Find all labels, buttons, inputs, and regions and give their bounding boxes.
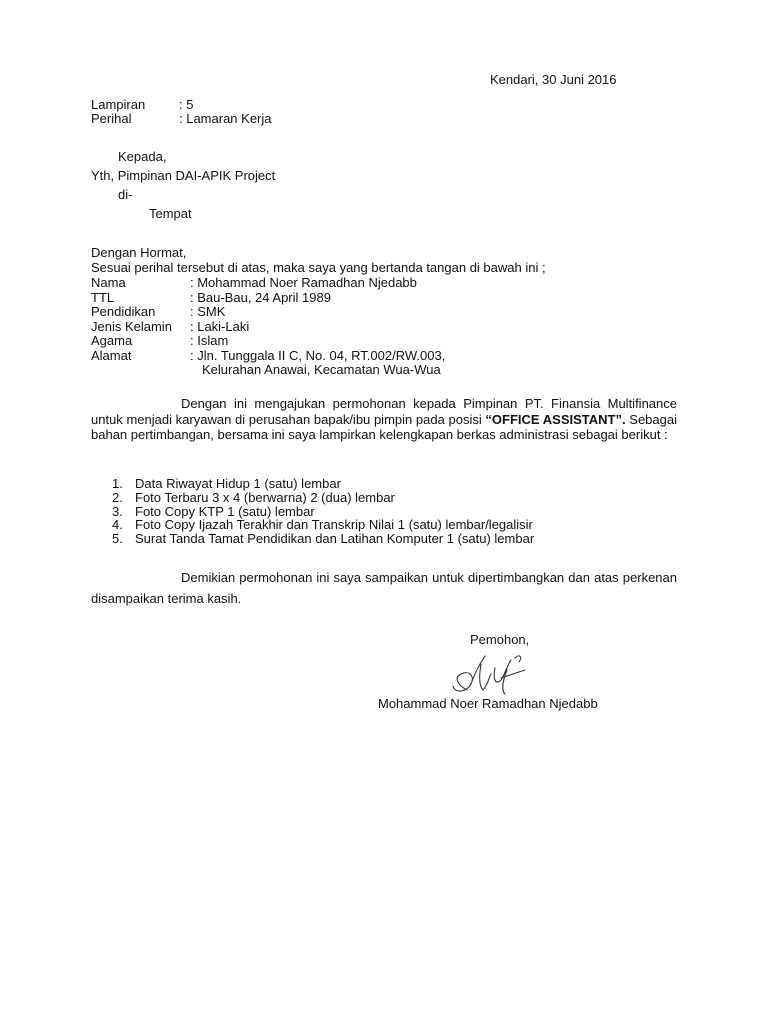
list-item-text: Data Riwayat Hidup 1 (satu) lembar <box>135 476 341 491</box>
recipient-kepada: Kepada, <box>118 149 167 164</box>
identity-value: : Bau-Bau, 24 April 1989 <box>190 289 331 305</box>
greeting: Dengan Hormat, <box>91 245 187 260</box>
list-item-text: Surat Tanda Tamat Pendidikan dan Latihan Komputer 1 (satu) lembar <box>135 531 535 547</box>
list-item-text: Foto Terbaru 3 x 4 (berwarna) 2 (dua) lembar <box>135 489 395 505</box>
list-item <box>112 518 592 532</box>
identity-value: : Mohammad Noer Ramadhan Njedabb <box>190 275 417 290</box>
list-item-number: 5. <box>112 531 123 547</box>
body-paragraph <box>91 396 677 443</box>
list-item <box>112 532 592 546</box>
identity-row-nama <box>91 275 691 290</box>
identity-value: : Jln. Tunggala II C, No. 04, RT.002/RW.003, <box>190 347 446 363</box>
list-item-text: Foto Copy KTP 1 (satu) lembar <box>135 503 315 519</box>
body-text-part1: Dengan ini mengajukan permohonan kepada Pimpinan PT. Finansia Multifinance untuk menjadi karyawan di perusahan bapak/ibu pimpin pada posisi <box>91 396 677 427</box>
identity-value: : Islam <box>190 333 229 348</box>
identity-label: Nama <box>91 275 126 290</box>
identity-value: : SMK <box>190 304 226 319</box>
identity-row-agama <box>91 333 691 348</box>
meta-label: Lampiran <box>91 97 146 112</box>
identity-label: Agama <box>91 333 133 348</box>
identity-row-ttl <box>91 290 691 305</box>
closing-paragraph <box>91 567 677 609</box>
identity-label: Pendidikan <box>91 304 156 319</box>
list-item-number: 3. <box>112 503 123 519</box>
identity-table <box>91 275 591 385</box>
identity-row-alamat-cont <box>91 362 691 377</box>
signer-name: Mohammad Noer Ramadhan Njedabb <box>378 696 598 711</box>
closing-text: Demikian permohonan ini saya sampaikan untuk dipertimbangkan dan atas perkenan disampaikan terima kasih. <box>91 570 677 606</box>
meta-value: : Lamaran Kerja <box>179 111 272 126</box>
list-item-number: 4. <box>112 517 123 533</box>
recipient-name: Yth, Pimpinan DAI-APIK Project <box>91 168 276 183</box>
identity-row-pendidikan <box>91 304 691 319</box>
body-text-part2: Sebagai bahan pertimbangan, bersama ini saya lampirkan kelengkapan berkas administrasi sebagai berikut : <box>91 411 677 442</box>
meta-value: : 5 <box>179 97 194 112</box>
list-item-number: 2. <box>112 489 123 505</box>
meta-label: Perihal <box>91 111 132 126</box>
position-title: “OFFICE ASSISTANT”. <box>485 411 626 427</box>
letter-meta <box>91 97 491 129</box>
recipient-di: di- <box>118 187 133 202</box>
signoff: Pemohon, <box>470 632 530 647</box>
identity-label: Jenis Kelamin <box>91 318 172 334</box>
signature-image <box>445 650 540 700</box>
identity-label: TTL <box>91 289 115 305</box>
list-item <box>112 477 592 491</box>
intro-text: Sesuai perihal tersebut di atas, maka saya yang bertanda tangan di bawah ini ; <box>91 260 546 275</box>
meta-row-perihal <box>91 111 691 126</box>
meta-row-lampiran <box>91 97 691 112</box>
list-item <box>112 505 592 519</box>
identity-value: : Laki-Laki <box>190 318 250 334</box>
identity-row-alamat <box>91 348 691 363</box>
place-date: Kendari, 30 Juni 2016 <box>490 72 617 87</box>
identity-label: Alamat <box>91 347 132 363</box>
recipient-tempat: Tempat <box>149 206 192 221</box>
list-item <box>112 491 592 505</box>
list-item-number: 1. <box>112 476 123 491</box>
address-line2: Kelurahan Anawai, Kecamatan Wua-Wua <box>202 362 441 377</box>
identity-row-jenis-kelamin <box>91 319 691 334</box>
list-item-text: Foto Copy Ijazah Terakhir dan Transkrip Nilai 1 (satu) lembar/legalisir <box>135 517 533 533</box>
attachment-list <box>112 477 592 546</box>
